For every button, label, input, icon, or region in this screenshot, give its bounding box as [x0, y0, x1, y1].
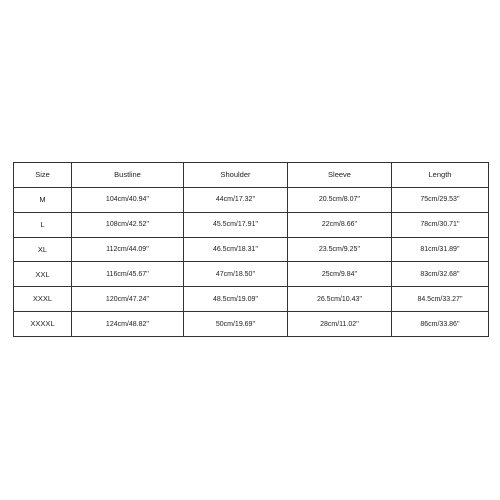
shoulder-cell: 48.5cm/19.09'' [184, 287, 288, 312]
size-cell: XXXXL [14, 312, 72, 337]
size-cell: L [14, 212, 72, 237]
length-cell: 83cm/32.68'' [392, 262, 489, 287]
header-size: Size [14, 163, 72, 188]
bustline-cell: 120cm/47.24'' [72, 287, 184, 312]
length-cell: 84.5cm/33.27'' [392, 287, 489, 312]
header-length: Length [392, 163, 489, 188]
table-row [14, 287, 489, 312]
header-shoulder: Shoulder [184, 163, 288, 188]
bustline-cell: 108cm/42.52'' [72, 212, 184, 237]
length-cell: 81cm/31.89'' [392, 237, 489, 262]
bustline-cell: 104cm/40.94'' [72, 187, 184, 212]
shoulder-cell: 46.5cm/18.31'' [184, 237, 288, 262]
table-row [14, 312, 489, 337]
table-row [14, 187, 489, 212]
bustline-cell: 124cm/48.82'' [72, 312, 184, 337]
length-cell: 78cm/30.71'' [392, 212, 489, 237]
shoulder-cell: 50cm/19.69'' [184, 312, 288, 337]
sleeve-cell: 28cm/11.02'' [288, 312, 392, 337]
table-row [14, 262, 489, 287]
length-cell: 86cm/33.86'' [392, 312, 489, 337]
shoulder-cell: 44cm/17.32'' [184, 187, 288, 212]
bustline-cell: 112cm/44.09'' [72, 237, 184, 262]
table-header-row [14, 163, 489, 188]
size-cell: M [14, 187, 72, 212]
header-bustline: Bustline [72, 163, 184, 188]
sleeve-cell: 20.5cm/8.07'' [288, 187, 392, 212]
size-cell: XXL [14, 262, 72, 287]
header-sleeve: Sleeve [288, 163, 392, 188]
shoulder-cell: 45.5cm/17.91'' [184, 212, 288, 237]
size-cell: XL [14, 237, 72, 262]
shoulder-cell: 47cm/18.50'' [184, 262, 288, 287]
size-chart-table [13, 162, 489, 337]
sleeve-cell: 25cm/9.84'' [288, 262, 392, 287]
sleeve-cell: 22cm/8.66'' [288, 212, 392, 237]
sleeve-cell: 26.5cm/10.43'' [288, 287, 392, 312]
length-cell: 75cm/29.53'' [392, 187, 489, 212]
table-row [14, 212, 489, 237]
bustline-cell: 116cm/45.67'' [72, 262, 184, 287]
size-cell: XXXL [14, 287, 72, 312]
sleeve-cell: 23.5cm/9.25'' [288, 237, 392, 262]
table-row [14, 237, 489, 262]
